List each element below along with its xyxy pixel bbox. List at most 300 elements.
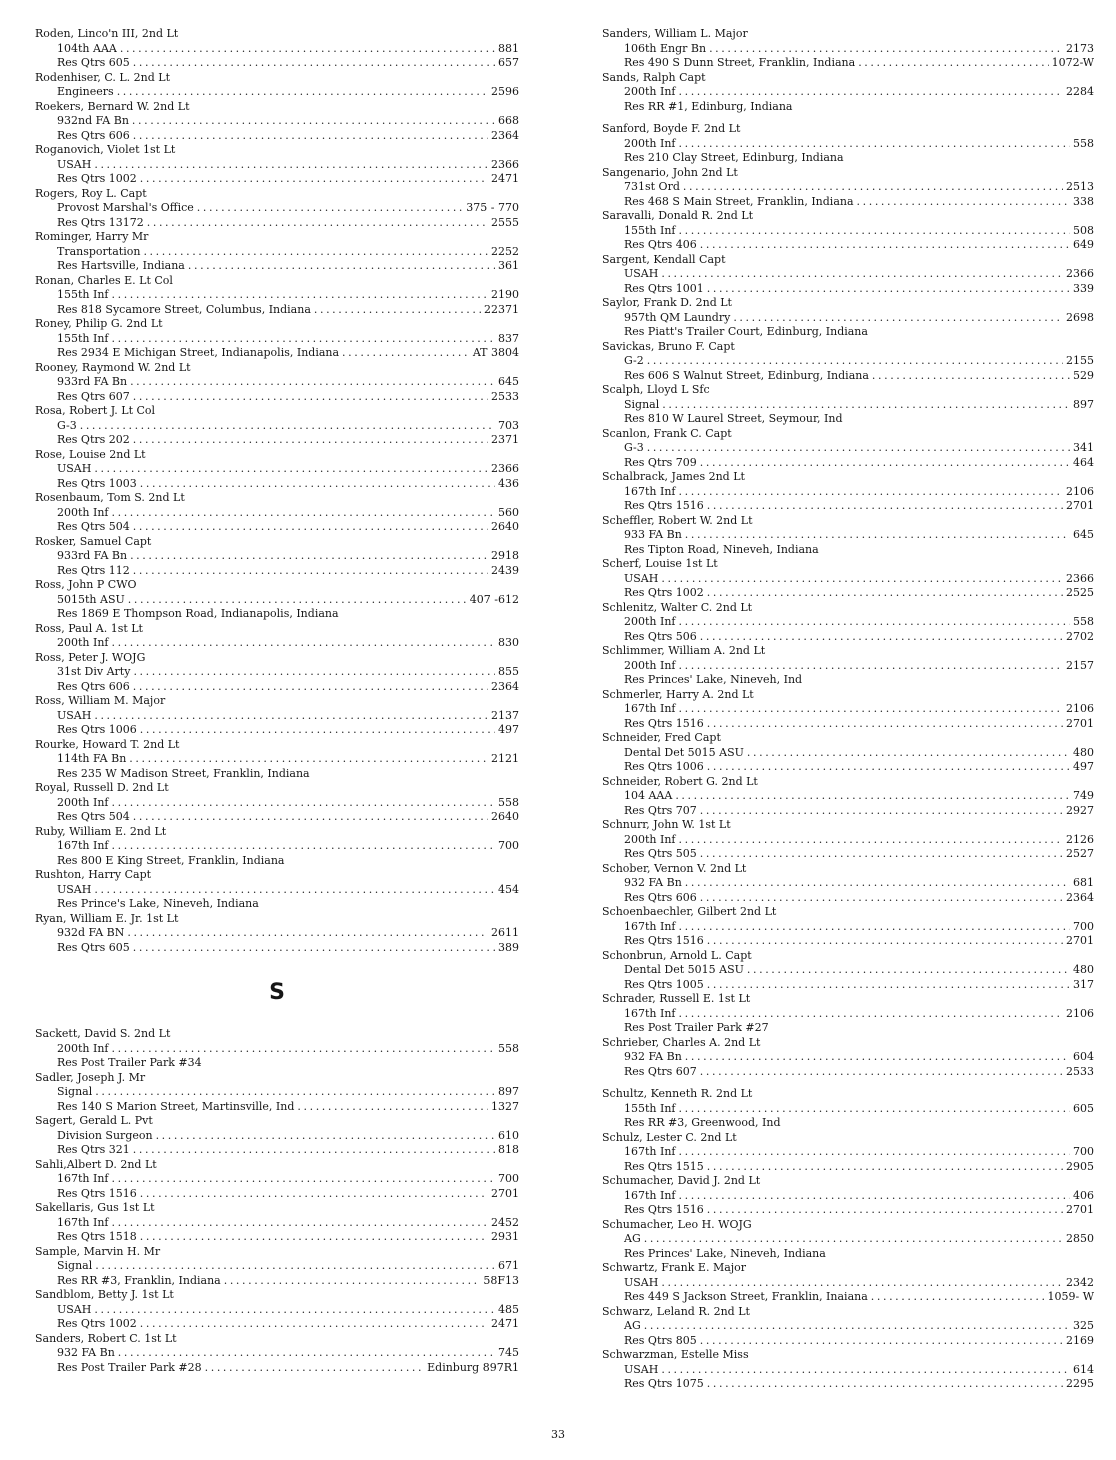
directory-entry-detail: [602, 485, 1094, 500]
unit-or-residence: Res Qtrs 112: [57, 563, 130, 577]
directory-entry-detail: [35, 1259, 519, 1274]
person-name: Sagert, Gerald L. Pvt: [35, 1114, 153, 1127]
directory-entry-name: [35, 738, 519, 753]
unit-or-residence: Res 606 S Walnut Street, Edinburg, Indiana: [624, 368, 869, 382]
phone-number: 480: [1073, 745, 1094, 759]
directory-entry-name: [35, 1245, 519, 1260]
directory-entry-detail: [35, 259, 519, 274]
directory-entry-detail: [602, 659, 1094, 674]
person-name: Sackett, David S. 2nd Lt: [35, 1027, 171, 1040]
unit-or-residence: Dental Det 5015 ASU: [624, 963, 744, 976]
directory-entry-name: [35, 781, 519, 796]
unit-or-residence: Transportation: [57, 244, 141, 258]
unit-or-residence: 932 FA Bn: [624, 1050, 682, 1063]
unit-or-residence: USAH: [57, 462, 92, 475]
directory-entry-name: [602, 818, 1094, 833]
dot-leader: [133, 810, 488, 825]
dot-leader: [707, 717, 1063, 732]
dot-leader: [133, 941, 495, 956]
directory-entry-detail: [602, 1290, 1094, 1305]
directory-entry-detail: [35, 549, 519, 564]
directory-entry-detail: [35, 390, 519, 405]
directory-entry-detail: [35, 245, 519, 260]
unit-or-residence: 155th Inf: [57, 288, 109, 301]
person-name: Scanlon, Frank C. Capt: [602, 426, 732, 440]
directory-entry-detail: [602, 441, 1094, 456]
directory-entry-detail: [602, 100, 1094, 115]
phone-number: 2252: [491, 244, 519, 258]
directory-entry-detail: [602, 1050, 1094, 1065]
directory-entry-name: [602, 209, 1094, 224]
phone-number: 497: [498, 723, 519, 736]
phone-number: 497: [1073, 760, 1094, 773]
dot-leader: [133, 665, 495, 680]
directory-entry-name: [602, 166, 1094, 181]
directory-entry-name: [602, 71, 1094, 86]
page-number: 33: [551, 1428, 565, 1441]
directory-entry-detail: [602, 760, 1094, 775]
directory-entry-name: [35, 1158, 519, 1173]
unit-or-residence: 200th Inf: [624, 136, 676, 150]
directory-entry-name: [602, 775, 1094, 790]
person-name: Sanders, Robert C. 1st Lt: [35, 1331, 177, 1345]
person-name: Ryan, William E. Jr. 1st Lt: [35, 911, 179, 925]
unit-or-residence: Res 140 S Marion Street, Martinsville, Ind: [57, 1099, 295, 1113]
directory-entry-detail: [602, 978, 1094, 993]
dot-leader: [661, 267, 1063, 282]
unit-or-residence: Res Qtrs 321: [57, 1143, 130, 1156]
phone-number: 2596: [491, 85, 519, 98]
phone-number: 700: [498, 1172, 519, 1185]
person-name: Ross, Peter J. WOJG: [35, 650, 146, 664]
phone-number: 2106: [1066, 484, 1094, 498]
phone-number: 2640: [491, 520, 519, 533]
dot-leader: [661, 572, 1063, 587]
dot-leader: [679, 485, 1064, 500]
dot-leader: [188, 259, 495, 274]
unit-or-residence: 200th Inf: [624, 832, 676, 846]
directory-entry-name: [35, 491, 519, 506]
directory-entry-name: [35, 404, 519, 419]
dot-leader: [143, 245, 488, 260]
directory-entry-detail: [35, 419, 519, 434]
directory-entry-detail: [602, 325, 1094, 340]
unit-or-residence: 200th Inf: [624, 85, 676, 98]
person-name: Rosenbaum, Tom S. 2nd Lt: [35, 491, 185, 504]
phone-number: 2850: [1066, 1232, 1094, 1245]
phone-number: 2918: [491, 549, 519, 562]
directory-entry-name: [35, 651, 519, 666]
dot-leader: [130, 375, 495, 390]
unit-or-residence: Res Qtrs 1006: [624, 760, 704, 773]
dot-leader: [700, 804, 1063, 819]
person-name: Savickas, Bruno F. Capt: [602, 339, 735, 353]
directory-entry-name: [35, 1332, 519, 1347]
person-name: Rogers, Roy L. Capt: [35, 186, 147, 200]
dot-leader: [661, 1276, 1063, 1291]
directory-entry-detail: [602, 180, 1094, 195]
person-name: Schneider, Robert G. 2nd Lt: [602, 774, 758, 788]
dot-leader: [707, 1203, 1063, 1218]
unit-or-residence: USAH: [624, 267, 659, 280]
phone-number: 558: [1073, 136, 1094, 150]
directory-entry-detail: [602, 1319, 1094, 1334]
dot-leader: [133, 129, 488, 144]
directory-entry-detail: [35, 42, 519, 57]
phone-number: 2525: [1066, 586, 1094, 599]
phone-number: 703: [498, 418, 519, 432]
unit-or-residence: Res RR #3, Franklin, Indiana: [57, 1273, 221, 1287]
person-name: Sands, Ralph Capt: [602, 70, 706, 84]
directory-entry-detail: [602, 1377, 1094, 1392]
dot-leader: [700, 238, 1070, 253]
directory-entry-detail: [35, 1303, 519, 1318]
phone-number: 1327: [491, 1099, 519, 1113]
person-name: Saylor, Frank D. 2nd Lt: [602, 296, 732, 309]
directory-entry-name: [602, 470, 1094, 485]
unit-or-residence: 104th AAA: [57, 41, 117, 55]
unit-or-residence: 200th Inf: [57, 1041, 109, 1055]
unit-or-residence: 933rd FA Bn: [57, 549, 128, 562]
dot-leader: [685, 1050, 1070, 1065]
dot-leader: [118, 1346, 495, 1361]
phone-number: 897: [1073, 397, 1094, 411]
dot-leader: [128, 593, 467, 608]
dot-leader: [117, 85, 488, 100]
directory-entry-name: [602, 383, 1094, 398]
phone-number: 485: [498, 1302, 519, 1316]
phone-number: 2190: [491, 288, 519, 301]
person-name: Roganovich, Violet 1st Lt: [35, 143, 176, 156]
person-name: Schultz, Kenneth R. 2nd Lt: [602, 1087, 753, 1100]
dot-leader: [685, 876, 1070, 891]
directory-entry-detail: [602, 195, 1094, 210]
dot-leader: [647, 354, 1063, 369]
directory-entry-name: [35, 1071, 519, 1086]
directory-entry-detail: [602, 1102, 1094, 1117]
phone-number: 2371: [491, 433, 519, 446]
unit-or-residence: Res Qtrs 709: [624, 455, 697, 469]
person-name: Saravalli, Donald R. 2nd Lt: [602, 209, 753, 222]
unit-or-residence: Res Qtrs 13172: [57, 215, 144, 229]
phone-number: 2364: [491, 679, 519, 693]
person-name: Schoenbaechler, Gilbert 2nd Lt: [602, 905, 777, 918]
directory-entry-name: [602, 1036, 1094, 1051]
dot-leader: [679, 224, 1071, 239]
dot-leader: [679, 137, 1071, 152]
dot-leader: [707, 978, 1070, 993]
directory-entry-name: [602, 731, 1094, 746]
unit-or-residence: 933rd FA Bn: [57, 375, 128, 388]
directory-entry-name: [602, 1348, 1094, 1363]
directory-entry-detail: [602, 1232, 1094, 1247]
directory-entry-detail: [35, 1172, 519, 1187]
directory-entry-detail: [35, 375, 519, 390]
directory-entry-detail: [602, 847, 1094, 862]
unit-or-residence: Res Piatt's Trailer Court, Edinburg, Indiana: [624, 325, 868, 338]
phone-number: 2533: [491, 389, 519, 403]
unit-or-residence: Res Qtrs 606: [57, 128, 130, 142]
person-name: Rooney, Raymond W. 2nd Lt: [35, 360, 191, 374]
unit-or-residence: 155th Inf: [624, 223, 676, 237]
dot-leader: [140, 1317, 488, 1332]
unit-or-residence: Res Qtrs 707: [624, 803, 697, 817]
person-name: Schober, Vernon V. 2nd Lt: [602, 861, 747, 875]
directory-entry-detail: [602, 1334, 1094, 1349]
directory-entry-name: [35, 317, 519, 332]
directory-entry-name: [602, 557, 1094, 572]
directory-entry-detail: [602, 920, 1094, 935]
phone-number: Edinburg 897R1: [427, 1360, 519, 1374]
unit-or-residence: 932 FA Bn: [57, 1346, 115, 1359]
phone-number: 2121: [491, 752, 519, 765]
directory-entry-detail: [35, 158, 519, 173]
directory-entry-detail: [35, 1042, 519, 1057]
phone-number: 657: [498, 56, 519, 69]
person-name: Schrieber, Charles A. 2nd Lt: [602, 1035, 761, 1049]
unit-or-residence: Res Post Trailer Park #27: [624, 1021, 769, 1034]
unit-or-residence: Res 210 Clay Street, Edinburg, Indiana: [624, 151, 844, 164]
directory-entry-name: [602, 1218, 1094, 1233]
person-name: Sanford, Boyde F. 2nd Lt: [602, 122, 741, 135]
directory-entry-detail: [35, 1317, 519, 1332]
dot-leader: [129, 752, 488, 767]
phone-number: 645: [1073, 528, 1094, 541]
phone-number: 681: [1073, 876, 1094, 889]
directory-entry-name: [35, 868, 519, 883]
person-name: Schulz, Lester C. 2nd Lt: [602, 1130, 737, 1144]
phone-number: 671: [498, 1259, 519, 1272]
dot-leader: [662, 398, 1070, 413]
person-name: Rushton, Harry Capt: [35, 868, 152, 881]
person-name: Ruby, William E. 2nd Lt: [35, 824, 167, 838]
person-name: Rourke, Howard T. 2nd Lt: [35, 737, 180, 751]
directory-entry-detail: [35, 114, 519, 129]
unit-or-residence: Res Qtrs 605: [57, 56, 130, 69]
phone-number: 2471: [491, 172, 519, 185]
directory-entry-name: [35, 1027, 519, 1042]
dot-leader: [644, 1319, 1070, 1334]
phone-number: 529: [1073, 368, 1094, 382]
dot-leader: [700, 1334, 1063, 1349]
directory-entry-detail: [35, 520, 519, 535]
unit-or-residence: Res Qtrs 1002: [57, 1317, 137, 1330]
directory-entry-name: [35, 1114, 519, 1129]
directory-entry-detail: [35, 288, 519, 303]
phone-number: 2364: [1066, 890, 1094, 904]
dot-leader: [733, 311, 1063, 326]
directory-entry-name: [35, 535, 519, 550]
dot-leader: [133, 520, 488, 535]
dot-leader: [205, 1361, 424, 1376]
dot-leader: [112, 1172, 496, 1187]
phone-number: 558: [498, 795, 519, 809]
dot-leader: [679, 1102, 1071, 1117]
person-name: Schneider, Fred Capt: [602, 731, 721, 744]
directory-entry-name: [602, 27, 1094, 42]
unit-or-residence: Res Qtrs 606: [624, 890, 697, 904]
phone-number: 2366: [491, 157, 519, 171]
person-name: Sangenario, John 2nd Lt: [602, 165, 738, 179]
dot-leader: [140, 1230, 488, 1245]
phone-number: 2701: [1066, 1203, 1094, 1216]
unit-or-residence: Res Qtrs 1516: [624, 934, 704, 947]
dot-leader: [700, 630, 1063, 645]
phone-number: 2366: [491, 462, 519, 475]
unit-or-residence: 933 FA Bn: [624, 528, 682, 541]
dot-leader: [683, 180, 1063, 195]
spacer: [602, 114, 1094, 122]
unit-or-residence: Res Qtrs 1516: [624, 716, 704, 730]
person-name: Schwartz, Frank E. Major: [602, 1261, 747, 1274]
dot-leader: [156, 1129, 495, 1144]
phone-number: 649: [1073, 238, 1094, 251]
directory-entry-detail: [602, 412, 1094, 427]
directory-entry-detail: [35, 883, 519, 898]
dot-leader: [112, 1216, 489, 1231]
unit-or-residence: 5015th ASU: [57, 592, 125, 606]
directory-entry-name: [35, 274, 519, 289]
unit-or-residence: Res Qtrs 607: [624, 1064, 697, 1078]
phone-number: 58F13: [483, 1273, 519, 1287]
person-name: Scalph, Lloyd L Sfc: [602, 383, 710, 396]
unit-or-residence: Res Qtrs 1002: [57, 172, 137, 185]
directory-entry-detail: [35, 1187, 519, 1202]
directory-entry-name: [35, 27, 519, 42]
phone-number: 2342: [1066, 1275, 1094, 1289]
phone-number: 2452: [491, 1215, 519, 1229]
dot-leader: [147, 216, 488, 231]
dot-leader: [647, 441, 1070, 456]
unit-or-residence: Res 818 Sycamore Street, Columbus, Indiana: [57, 302, 311, 316]
dot-leader: [112, 839, 496, 854]
directory-entry-name: [602, 514, 1094, 529]
person-name: Schonbrun, Arnold L. Capt: [602, 948, 752, 962]
directory-entry-detail: [602, 528, 1094, 543]
phone-number: 558: [1073, 615, 1094, 628]
phone-number: 2701: [1066, 934, 1094, 947]
phone-number: 2701: [1066, 499, 1094, 512]
unit-or-residence: Res Qtrs 1002: [624, 586, 704, 599]
directory-entry-detail: [602, 1160, 1094, 1175]
phone-number: 2927: [1066, 803, 1094, 817]
person-name: Schumacher, Leo H. WOJG: [602, 1217, 752, 1231]
unit-or-residence: USAH: [57, 708, 92, 722]
phone-number: 325: [1073, 1319, 1094, 1332]
directory-entry-detail: [602, 137, 1094, 152]
directory-entry-detail: [602, 586, 1094, 601]
unit-or-residence: Res Qtrs 805: [624, 1333, 697, 1347]
phone-number: 2173: [1066, 41, 1094, 55]
directory-entry-detail: [602, 934, 1094, 949]
phone-number: 614: [1073, 1362, 1094, 1376]
unit-or-residence: G-3: [57, 418, 77, 432]
person-name: Schlimmer, William A. 2nd Lt: [602, 644, 766, 657]
person-name: Schnurr, John W. 1st Lt: [602, 818, 731, 831]
dot-leader: [747, 963, 1070, 978]
person-name: Ross, William M. Major: [35, 694, 166, 707]
unit-or-residence: 104 AAA: [624, 789, 673, 802]
unit-or-residence: 31st Div Arty: [57, 665, 131, 678]
unit-or-residence: Res RR #3, Greenwood, Ind: [624, 1116, 781, 1129]
directory-entry-detail: [35, 477, 519, 492]
phone-number: 22371: [484, 302, 519, 316]
directory-entry-detail: [35, 1346, 519, 1361]
unit-or-residence: Res Qtrs 1005: [624, 977, 704, 991]
dot-leader: [679, 702, 1064, 717]
phone-number: 2640: [491, 810, 519, 823]
directory-entry-detail: [35, 201, 519, 216]
directory-entry-detail: [602, 630, 1094, 645]
unit-or-residence: Res Princes' Lake, Nineveh, Ind: [624, 673, 803, 686]
phone-number: 881: [498, 41, 519, 55]
directory-entry-detail: [602, 85, 1094, 100]
directory-entry-detail: [35, 1143, 519, 1158]
phone-number: 2931: [491, 1230, 519, 1243]
directory-entry-detail: [35, 665, 519, 680]
unit-or-residence: Res Qtrs 606: [57, 679, 130, 693]
phone-number: 2698: [1066, 310, 1094, 324]
phone-number: 610: [498, 1128, 519, 1142]
unit-or-residence: G-3: [624, 441, 644, 454]
directory-entry-name: [35, 1201, 519, 1216]
directory-entry-name: [602, 296, 1094, 311]
phone-number: AT 3804: [472, 346, 519, 359]
dot-leader: [95, 1085, 495, 1100]
directory-entry-detail: [35, 216, 519, 231]
unit-or-residence: Signal: [57, 1259, 93, 1272]
dot-leader: [112, 288, 489, 303]
directory-entry-detail: [35, 607, 519, 622]
directory-entry-detail: [602, 456, 1094, 471]
unit-or-residence: Res 490 S Dunn Street, Franklin, Indiana: [624, 56, 856, 69]
dot-leader: [94, 883, 495, 898]
unit-or-residence: Res Qtrs 202: [57, 433, 130, 446]
dot-leader: [112, 1042, 496, 1057]
unit-or-residence: Res Qtrs 1075: [624, 1377, 704, 1390]
directory-entry-name: [602, 1261, 1094, 1276]
directory-entry-detail: [602, 1363, 1094, 1378]
directory-entry-name: [602, 949, 1094, 964]
dot-leader: [112, 636, 496, 651]
directory-entry-detail: [35, 1100, 519, 1115]
dot-leader: [707, 586, 1063, 601]
dot-leader: [94, 1303, 495, 1318]
directory-entry-name: [602, 601, 1094, 616]
unit-or-residence: Res Qtrs 504: [57, 520, 130, 533]
phone-number: 2284: [1066, 85, 1094, 98]
dot-leader: [140, 1187, 488, 1202]
unit-or-residence: Res Tipton Road, Nineveh, Indiana: [624, 542, 819, 556]
dot-leader: [133, 1143, 495, 1158]
directory-entry-detail: [602, 876, 1094, 891]
phone-number: 454: [498, 882, 519, 896]
directory-entry-detail: [602, 615, 1094, 630]
phone-number: 339: [1073, 281, 1094, 295]
dot-leader: [133, 680, 488, 695]
unit-or-residence: 932nd FA Bn: [57, 114, 129, 127]
unit-or-residence: 106th Engr Bn: [624, 41, 707, 55]
spacer: [602, 1079, 1094, 1087]
directory-entry-detail: [602, 369, 1094, 384]
directory-entry-detail: [35, 810, 519, 825]
unit-or-residence: 731st Ord: [624, 180, 680, 193]
phone-number: 2439: [491, 563, 519, 577]
unit-or-residence: 167th Inf: [624, 702, 676, 715]
directory-entry-detail: [35, 56, 519, 71]
unit-or-residence: Res Qtrs 1516: [624, 499, 704, 512]
person-name: Sargent, Kendall Capt: [602, 252, 726, 266]
